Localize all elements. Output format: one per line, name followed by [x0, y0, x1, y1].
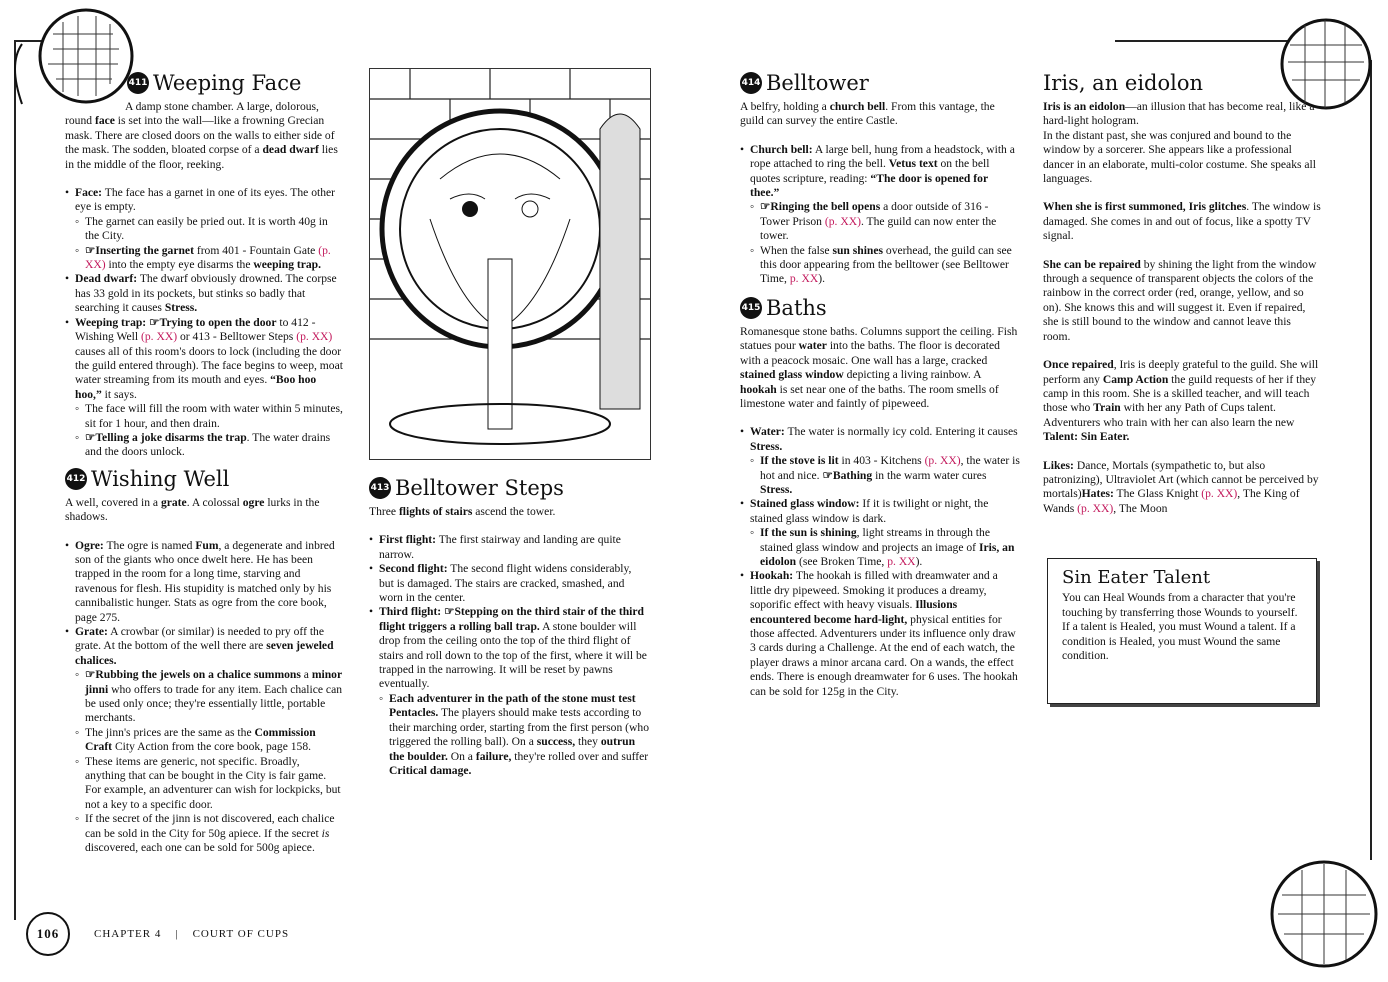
list-item: ◦ The face will fill the room with water within 5 minutes, sit for 1 hour, and then drain.: [85, 402, 343, 431]
left-border: [14, 40, 16, 920]
list-item: ◦ The garnet can easily be pried out. It is worth 40g in the City.: [85, 215, 343, 244]
column-4: [1043, 70, 1321, 530]
section-415-list: [740, 425, 1020, 699]
section-413-list: [369, 533, 649, 778]
chapter-label: CHAPTER 4: [94, 928, 162, 940]
iris-p3: She can be repaired by shining the light from the window through a sequence of transparent objects the colors of the rainbow in the correct order (red, orange, yellow, and so on). She knows this and will suggest it. Even if repaired, she is still bound to the window and cannot leave this room.: [1043, 257, 1317, 343]
iris-p4: Once repaired, Iris is deeply grateful to the guild. She will perform any Camp Action the guild requests of her if they camp in this room. She is a skilled teacher, and will teach those who Train with her any Path of Cups talent. Adventurers who train with her can also learn the new Talent: Sin Eater.: [1043, 358, 1319, 444]
section-412-intro: A well, covered in a grate. A colossal ogre lurks in the shadows.: [65, 495, 320, 524]
list-item: • Face: The face has a garnet in one of its eyes. The other eye is empty. ◦ The garnet can easily be pried out. It is worth 40g in the City. ◦ ☞Inserting the garnet from 401 - Fountain Gate (p. XX) into the empty eye disarms the weeping trap.: [75, 186, 343, 272]
section-411-list: [65, 186, 343, 460]
box-title: Sin Eater Talent: [1062, 567, 1211, 588]
column-2: [369, 475, 649, 778]
section-415-heading: 415 Baths: [741, 295, 827, 320]
list-item: • First flight: The first stairway and landing are quite narrow.: [379, 533, 649, 562]
section-411-intro: A damp stone chamber. A large, dolorous, round face is set into the wall—like a frowning Grecian mask. There are closed doors on the walls to either side of the mask. The sodden, bloated corpse of a dead dwarf lies in the middle of the floor, reeking.: [65, 100, 338, 171]
list-item: • Third flight: ☞Stepping on the third stair of the third flight triggers a rolling ball trap. A stone boulder will drop from the ceiling onto the top of the third flight of stairs and roll down to the top of the first, where it will be trapped in the narrowing. It will be reset by pawns eventually. ◦ Each adventurer in the path of the stone must test Pentacles. The players should make tests according to their marching order, starting from the first person (who triggered the rolling ball). On a success, they outrun the boulder. On a failure, they're rolled over and suffer Critical damage.: [379, 605, 649, 778]
list-item: • Stained glass window: If it is twilight or night, the stained glass window is dark. ◦ If the sun is shining, light streams in through the stained glass window and projects an image of Iris, an eidolon (see Broken Time, p. XX).: [750, 497, 1020, 569]
section-number: 411: [127, 72, 149, 94]
list-item: • Weeping trap: ☞Trying to open the door to 412 - Wishing Well (p. XX) or 413 - Belltower Steps (p. XX) causes all of this room's doors to lock (including the door the guild entered through). The face begins to weep, moat water streaming from its mouth and eyes. “Boo hoo hoo,” it says. ◦ The face will fill the room with water within 5 minutes, sit for 1 hour, and then drain. ◦ ☞Telling a joke disarms the trap. The water drains and the doors unlock.: [75, 316, 343, 460]
box-text: You can Heal Wounds from a character that you're touching by transferring those Wounds to yourself. If a talent is Healed, you must Wound a talent. If a condition is Healed, you must Wound the same condition.: [1062, 591, 1298, 663]
list-item: • Second flight: The second flight widens considerably, but is damaged. The stairs are cracked, smashed, and worn in the center.: [379, 562, 649, 605]
sin-eater-talent-box: [1047, 558, 1317, 704]
section-414-intro: A belfry, holding a church bell. From this vantage, the guild can survey the entire Castle.: [740, 100, 995, 128]
column-3: [740, 70, 1020, 699]
section-414-list: [740, 143, 1020, 287]
right-border: [1370, 60, 1372, 860]
section-413-heading: 413 Belltower Steps: [370, 476, 564, 500]
weeping-face-illustration: [369, 68, 651, 460]
iris-p5: Likes: Dance, Mortals (sympathetic to, but also patronizing), Ultraviolet Art (which cannot be perceived by mortals)Hates: The Glass Knight (p. XX), The King of Wands (p. XX), The Moon: [1043, 458, 1319, 515]
list-item: ◦ ☞Telling a joke disarms the trap. The water drains and the doors unlock.: [85, 431, 343, 460]
section-414-heading: 414 Belltower: [741, 71, 869, 95]
section-413-intro: Three flights of stairs ascend the tower.: [369, 505, 556, 518]
list-item: • Water: The water is normally icy cold. Entering it causes Stress. ◦ If the stove is lit in 403 - Kitchens (p. XX), the water is hot and nice. ☞Bathing in the warm water cures Stress.: [750, 425, 1020, 497]
section-412-heading: 412 Wishing Well: [66, 466, 230, 491]
section-415-intro: Romanesque stone baths. Columns support the ceiling. Fish statues pour water into the baths. The floor is decorated with a peacock mosaic. One wall has a large, cracked stained glass window depicting a living rainbow. A hookah is set near one of the baths. The room smells of limestone water and faintly of pipeweed.: [740, 324, 1018, 410]
section-label: COURT OF CUPS: [192, 928, 290, 940]
right-top-border: [1115, 40, 1295, 42]
list-item: • Grate: A crowbar (or similar) is needed to pry off the grate. At the bottom of the well there are seven jeweled chalices. ◦ ☞Rubbing the jewels on a chalice summons a minor jinni who offers to trade for any item. Each chalice can be used only once; they're essentially little, portable merchants. ◦ The jinn's prices are the same as the Commission Craft City Action from the core book, page 158. ◦ These items are generic, not specific. Broadly, anything that can be bought in the City is fair game. For example, an adventurer can wish for lockpicks, but not a key to a specific door. ◦ If the secret of the jinn is not discovered, each chalice can be sold in the City for 50g apiece. If the secret is discovered, each one can be sold for 500g apiece.: [75, 625, 343, 856]
list-item: ◦ If the secret of the jinn is not discovered, each chalice can be sold in the City for 50g apiece. If the secret is discovered, each one can be sold for 500g apiece.: [85, 812, 343, 855]
list-item: • Ogre: The ogre is named Fum, a degenerate and inbred son of the giants who once dwelt here. He has been trapped in the room for a long time, starving and ravenous for flesh. His stupidity is matched only by his cannibalistic hunger. Stats as ogre from the core book, page 275.: [75, 539, 343, 625]
list-item: ◦ If the stove is lit in 403 - Kitchens (p. XX), the water is hot and nice. ☞Bathing in the warm water cures Stress.: [760, 454, 1020, 497]
section-title: Weeping Face: [153, 71, 302, 95]
footer-separator: |: [175, 928, 179, 940]
list-item: ◦ When the false sun shines overhead, the guild can see this door appearing from the belltower (see Belltower Time, p. XX).: [760, 244, 1020, 287]
list-item: • Hookah: The hookah is filled with dreamwater and a little dry pipeweed. Smoking it produces a dreamy, soporific effect with heavy visuals. Illusions encountered become hard-light, physical entities for those affected. Adventurers under its influence only draw 3 cards during a Challenge. At the end of each watch, the player draws a minor arcana card. On a wands, the effect ends. There is enough dreamwater for 6 uses. The hookah can be sold for 125g in the City.: [750, 569, 1020, 699]
iris-p2: When she is first summoned, Iris glitches. The window is damaged. She comes in and out of focus, like a spotty TV signal.: [1043, 200, 1321, 243]
list-item: ◦ ☞Rubbing the jewels on a chalice summons a minor jinni who offers to trade for any item. Each chalice can be used only once; they're essentially little, portable merchants.: [85, 668, 343, 726]
column-1: [65, 70, 343, 856]
list-item: • Dead dwarf: The dwarf obviously drowned. The corpse has 33 gold in its pockets, but stinks so badly that searching it causes Stress.: [75, 272, 343, 315]
section-412-list: [65, 539, 343, 856]
weeping-face-drawing: [370, 69, 650, 459]
page-footer: [26, 912, 289, 956]
page-number: 106: [26, 912, 70, 956]
list-item: ◦ If the sun is shining, light streams in through the stained glass window and projects an image of Iris, an eidolon (see Broken Time, p. XX).: [760, 526, 1020, 569]
iris-p1: Iris is an eidolon—an illusion that has become real, like a hard-light hologram. In the distant past, she was conjured and bound to the window by a sorcerer. She appears like a professional dancer in an elaborate, multi-color costume. She speaks all languages.: [1043, 100, 1317, 186]
list-item: ◦ ☞Inserting the garnet from 401 - Fountain Gate (p. XX) into the empty eye disarms the weeping trap.: [85, 244, 343, 273]
list-item: ◦ ☞Ringing the bell opens a door outside of 316 - Tower Prison (p. XX). The guild can now enter the tower.: [760, 200, 1020, 243]
list-item: ◦ The jinn's prices are the same as the Commission Craft City Action from the core book, page 158.: [85, 726, 343, 755]
list-item: • Church bell: A large bell, hung from a headstock, with a rope attached to ring the bell. Vetus text on the bell quotes scripture, reading: “The door is opened for thee.” ◦ ☞Ringing the bell opens a door outside of 316 - Tower Prison (p. XX). The guild can now enter the tower. ◦ When the false sun shines overhead, the guild can see this door appearing from the belltower (see Belltower Time, p. XX).: [750, 143, 1020, 287]
list-item: ◦ These items are generic, not specific. Broadly, anything that can be bought in the City is fair game. For example, an adventurer can wish for lockpicks, but not a key to a specific door.: [85, 755, 343, 813]
section-411-heading: [127, 70, 343, 96]
corner-map-bottom-right: [1262, 850, 1388, 982]
iris-heading: Iris, an eidolon: [1043, 71, 1204, 95]
list-item: ◦ Each adventurer in the path of the stone must test Pentacles. The players should make tests according to their marching order, starting from the first person (who triggered the rolling ball). On a success, they outrun the boulder. On a failure, they're rolled over and suffer Critical damage.: [389, 692, 649, 778]
